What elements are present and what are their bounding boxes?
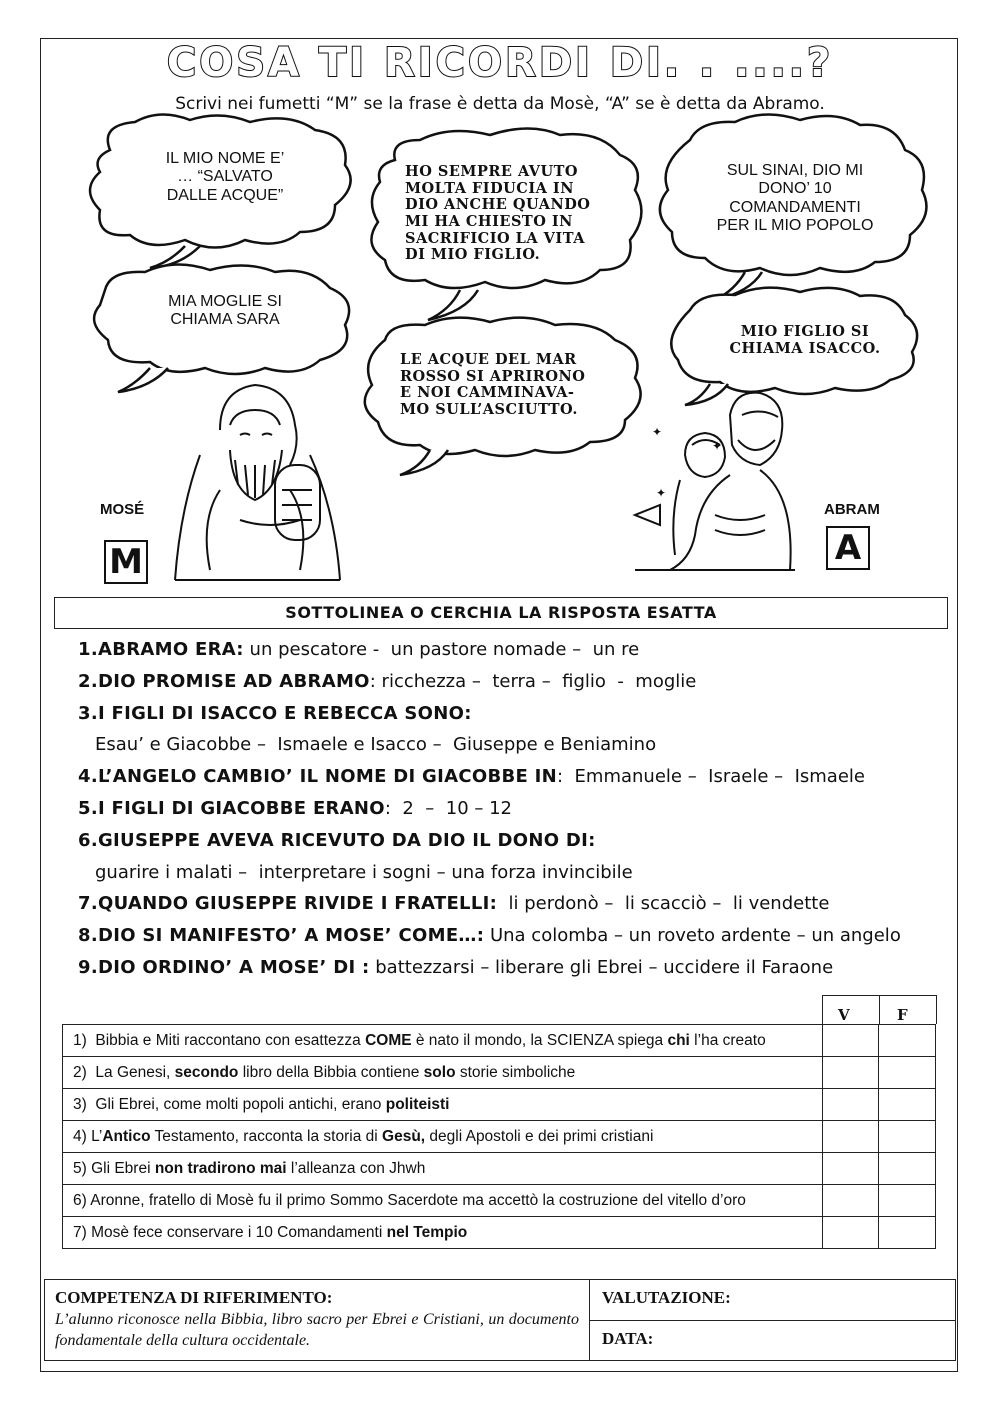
statement-text — [63, 1089, 823, 1121]
statement-row — [63, 1217, 936, 1249]
question-text: 1.ABRAMO ERA: — [78, 639, 244, 660]
statement-emphasis: Gesù, — [382, 1127, 426, 1145]
abram-label: ABRAM — [824, 501, 880, 518]
sparkle-icon: ✦ — [712, 439, 723, 453]
statement-emphasis: solo — [423, 1063, 456, 1081]
vf-header-divider — [879, 995, 880, 1024]
statement-emphasis: nel Tempio — [386, 1223, 468, 1241]
false-checkbox[interactable] — [879, 1121, 936, 1153]
question-text: 5.I FIGLI DI GIACOBBE ERANO — [78, 797, 385, 819]
mose-letter-box: M — [104, 540, 148, 584]
answer-options[interactable]: guarire i malati – interpretare i sogni – una forza invincibile — [95, 861, 633, 883]
statement-text — [63, 1025, 823, 1057]
statement-row — [63, 1121, 936, 1153]
statement-fragment: 7) Mosè fece conservare i 10 Comandamenti — [73, 1223, 387, 1241]
question-item — [78, 857, 948, 889]
answer-options[interactable]: : 2 – 10 – 12 — [384, 797, 513, 819]
true-checkbox[interactable] — [822, 1057, 879, 1089]
question-item — [78, 634, 948, 666]
statement-emphasis: politeisti — [385, 1095, 450, 1113]
statement-text — [63, 1121, 823, 1153]
date-label: DATA: — [602, 1328, 654, 1348]
statement-fragment: 2) La Genesi, — [73, 1063, 175, 1081]
statement-emphasis: COME — [365, 1031, 412, 1049]
moses-illustration — [160, 370, 360, 585]
bubble-tail-5 — [400, 450, 448, 475]
answer-options[interactable]: un pescatore - un pastore nomade – un re — [243, 639, 640, 660]
question-text: 6.GIUSEPPE AVEVA RICEVUTO DA DIO IL DONO DI: — [78, 829, 596, 851]
statement-row — [63, 1057, 936, 1089]
statement-emphasis: Antico — [102, 1127, 151, 1145]
competence-title: COMPETENZA DI RIFERIMENTO: — [55, 1288, 333, 1307]
false-checkbox[interactable] — [879, 1025, 936, 1057]
statement-row — [63, 1025, 936, 1057]
quiz-heading: SOTTOLINEA O CERCHIA LA RISPOSTA ESATTA — [54, 597, 948, 629]
bubble-text-2: HO SEMPRE AVUTO MOLTA FIDUCIA IN DIO ANCHE QUANDO MI HA CHIESTO IN SACRIFICIO LA VITA DI MIO FIGLIO. — [405, 163, 591, 264]
sparkle-icon: ✦ — [652, 425, 663, 439]
question-item — [78, 825, 948, 857]
answer-options[interactable]: li perdonò – li scacciò – li vendette — [497, 893, 830, 915]
false-checkbox[interactable] — [879, 1089, 936, 1121]
bubble-text-1: IL MIO NOME E’ … “SALVATO DALLE ACQUE” — [165, 150, 285, 204]
question-text: 2.DIO PROMISE AD ABRAMO — [78, 670, 370, 692]
true-checkbox[interactable] — [822, 1025, 879, 1057]
bubble-text-4: MIA MOGLIE SI CHIAMA SARA — [168, 293, 282, 329]
false-checkbox[interactable] — [879, 1185, 936, 1217]
answer-options[interactable]: : ricchezza – terra – figlio - moglie — [369, 670, 697, 692]
footer — [44, 1279, 956, 1361]
bubble-text-3: SUL SINAI, DIO MI DONO’ 10 COMANDAMENTI PER IL MIO POPOLO — [716, 162, 874, 235]
statement-row — [63, 1089, 936, 1121]
answer-options[interactable]: battezzarsi – liberare gli Ebrei – uccidere il Faraone — [369, 956, 834, 978]
bubble-text-5: LE ACQUE DEL MAR ROSSO SI APRIRONO E NOI CAMMINAVA- MO SULL’ASCIUTTO. — [400, 351, 586, 419]
statement-fragment: degli Apostoli e dei primi cristiani — [425, 1127, 654, 1145]
statement-fragment: l’ha creato — [689, 1031, 766, 1049]
true-checkbox[interactable] — [822, 1153, 879, 1185]
question-item — [78, 920, 948, 952]
statement-fragment: 1) Bibbia e Miti raccontano con esattezza — [73, 1031, 366, 1049]
statement-emphasis: non tradirono mai — [154, 1159, 287, 1177]
statement-emphasis: chi — [667, 1031, 690, 1049]
statement-text — [63, 1153, 823, 1185]
statement-emphasis: secondo — [174, 1063, 239, 1081]
true-checkbox[interactable] — [822, 1185, 879, 1217]
false-checkbox[interactable] — [879, 1217, 936, 1249]
false-checkbox[interactable] — [879, 1153, 936, 1185]
question-item — [78, 888, 948, 920]
instruction-text: Scrivi nei fumetti “M” se la frase è detta da Mosè, “A” se è detta da Abramo. — [175, 94, 825, 114]
statement-fragment: 4) L’ — [73, 1127, 103, 1145]
true-checkbox[interactable] — [822, 1089, 879, 1121]
question-text: 8.DIO SI MANIFESTO’ A MOSE’ COME…: — [78, 925, 485, 947]
mose-label: MOSÉ — [100, 501, 145, 518]
bubble-text-6: MIO FIGLIO SI CHIAMA ISACCO. — [729, 323, 881, 357]
true-column-label: V — [838, 1006, 850, 1024]
question-item — [78, 952, 948, 984]
competence-text: L’alunno riconosce nella Bibbia, libro sacro per Ebrei e Cristiani, un documento fondamentale della cultura occidentale. — [55, 1311, 579, 1349]
evaluation-label: VALUTAZIONE: — [590, 1280, 955, 1321]
statement-fragment: Testamento, racconta la storia di — [150, 1127, 383, 1145]
statement-fragment: l’alleanza con Jhwh — [286, 1159, 426, 1177]
statement-fragment: 6) Aronne, fratello di Mosè fu il primo Sommo Sacerdote ma accettò la costruzione del vitello d’oro — [73, 1191, 746, 1209]
grading-box — [590, 1280, 955, 1360]
statement-fragment: 3) Gli Ebrei, come molti popoli antichi, erano — [73, 1095, 386, 1113]
question-item — [78, 729, 948, 761]
question-item — [78, 666, 948, 698]
statement-row — [63, 1185, 936, 1217]
abram-letter-box: A — [826, 526, 870, 570]
false-column-label: F — [897, 1006, 908, 1024]
question-text: 4.L’ANGELO CAMBIO’ IL NOME DI GIACOBBE IN — [78, 766, 558, 788]
answer-options[interactable]: : Emmanuele – Israele – Ismaele — [557, 766, 865, 788]
statement-fragment: storie simboliche — [455, 1063, 576, 1081]
statement-fragment: 5) Gli Ebrei — [73, 1159, 155, 1177]
statement-text — [63, 1185, 823, 1217]
answer-options[interactable]: Esau’ e Giacobbe – Ismaele e Isacco – Giuseppe e Beniamino — [95, 734, 657, 756]
true-checkbox[interactable] — [822, 1217, 879, 1249]
page-title: COSA TI RICORDI DI. . ....? — [166, 40, 834, 86]
statement-text — [63, 1057, 823, 1089]
question-item — [78, 698, 948, 730]
question-text: 7.QUANDO GIUSEPPE RIVIDE I FRATELLI: — [78, 893, 498, 915]
true-checkbox[interactable] — [822, 1121, 879, 1153]
statement-fragment: è nato il mondo, la SCIENZA spiega — [411, 1031, 668, 1049]
answer-options[interactable]: Una colomba – un roveto ardente – un angelo — [484, 925, 901, 947]
question-text: 9.DIO ORDINO’ A MOSE’ DI : — [78, 956, 370, 978]
true-false-table — [62, 1024, 936, 1249]
question-item — [78, 793, 948, 825]
statement-row — [63, 1153, 936, 1185]
question-text: 3.I FIGLI DI ISACCO E REBECCA SONO: — [78, 702, 472, 724]
bubble-tail-2 — [428, 290, 478, 320]
statement-text — [63, 1217, 823, 1249]
sparkle-icon: ✦ — [656, 486, 667, 500]
question-item — [78, 761, 948, 793]
question-list — [78, 634, 948, 984]
abram-illustration — [630, 385, 800, 580]
competence-box — [45, 1280, 590, 1360]
false-checkbox[interactable] — [879, 1057, 936, 1089]
statement-fragment: libro della Bibbia contiene — [238, 1063, 424, 1081]
